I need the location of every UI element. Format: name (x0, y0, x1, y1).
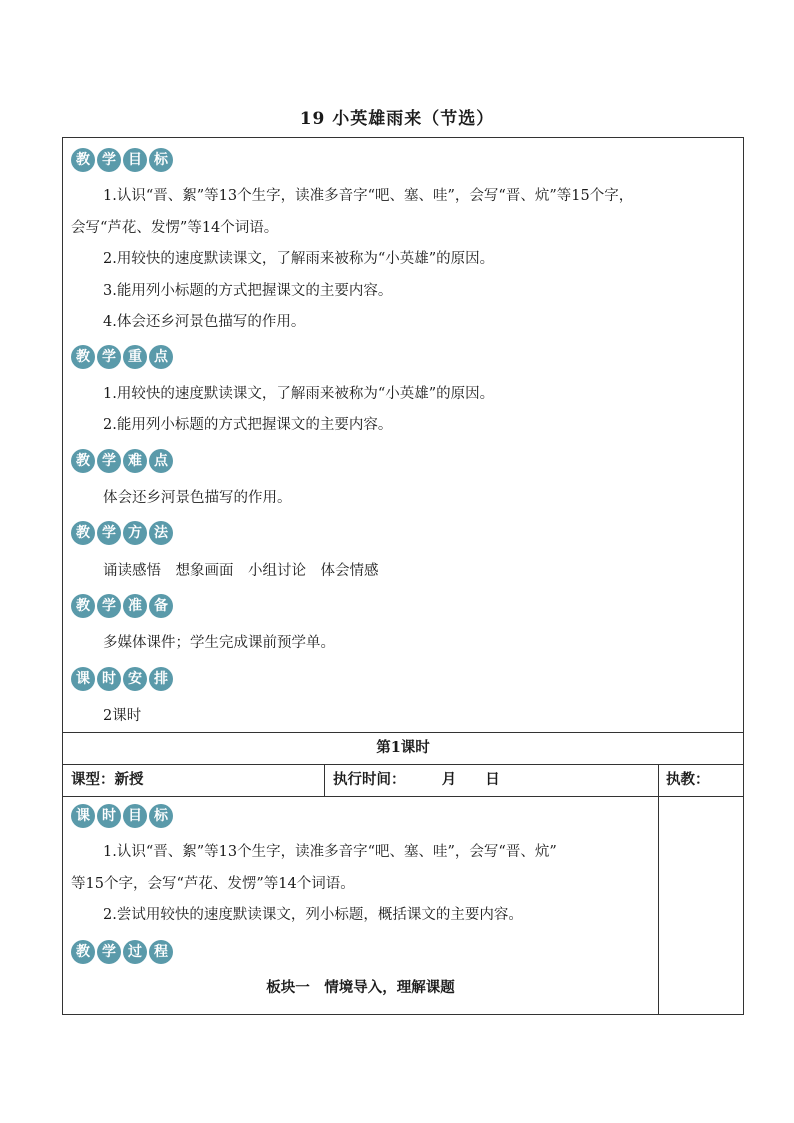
lesson-goal-item: 1.认识“晋、絮”等13个生字，读准多音字“吧、塞、哇”，会写“晋、炕” (103, 844, 557, 860)
methods-text: 诵读感悟 想象画面 小组讨论 体会情感 (103, 563, 379, 579)
key-point-item: 2.能用列小标题的方式把握课文的主要内容。 (103, 417, 393, 433)
difficult-point-item: 体会还乡河景色描写的作用。 (103, 490, 292, 506)
goal-item: 1.认识“晋、絮”等13个生字，读准多音字“吧、塞、哇”，会写“晋、炕”等15个字， (103, 188, 634, 204)
row-divider (63, 764, 743, 765)
row-divider (63, 796, 743, 797)
section-heading-goals: 教 学 目 标 (71, 148, 173, 172)
row-divider (63, 732, 743, 733)
section-heading-key-points: 教 学 重 点 (71, 345, 173, 369)
goal-item: 2.用较快的速度默读课文，了解雨来被称为“小英雄”的原因。 (103, 251, 495, 267)
block-title: 板块一 情境导入，理解课题 (266, 979, 455, 996)
goal-item: 4.体会还乡河景色描写的作用。 (103, 314, 306, 330)
lesson-title: 第1课时 (376, 739, 430, 756)
section-heading-schedule: 课 时 安 排 (71, 667, 173, 691)
lesson-type: 课型：新授 (71, 771, 144, 788)
lesson-goal-item: 2.尝试用较快的速度默读课文，列小标题，概括课文的主要内容。 (103, 907, 523, 923)
key-point-item: 1.用较快的速度默读课文，了解雨来被称为“小英雄”的原因。 (103, 386, 495, 402)
lesson-goal-item: 等15个字，会写“芦花、发愣”等14个词语。 (71, 876, 355, 892)
goal-item: 3.能用列小标题的方式把握课文的主要内容。 (103, 283, 393, 299)
schedule-text: 2课时 (103, 708, 142, 724)
section-heading-methods: 教 学 方 法 (71, 521, 173, 545)
section-heading-lesson-goals: 课 时 目 标 (71, 804, 173, 828)
section-heading-process: 教 学 过 程 (71, 940, 173, 964)
column-divider (658, 764, 659, 1014)
column-divider (324, 764, 325, 796)
section-heading-preparation: 教 学 准 备 (71, 594, 173, 618)
goal-item: 会写“芦花、发愣”等14个词语。 (71, 220, 279, 236)
page-title: 19 小英雄雨来（节选） (299, 109, 495, 129)
lesson-teacher: 执教： (666, 771, 710, 788)
lesson-time: 执行时间： 月 日 (333, 771, 500, 788)
section-heading-difficult-points: 教 学 难 点 (71, 449, 173, 473)
lesson-plan-table (62, 137, 744, 1015)
preparation-text: 多媒体课件；学生完成课前预学单。 (103, 635, 335, 651)
